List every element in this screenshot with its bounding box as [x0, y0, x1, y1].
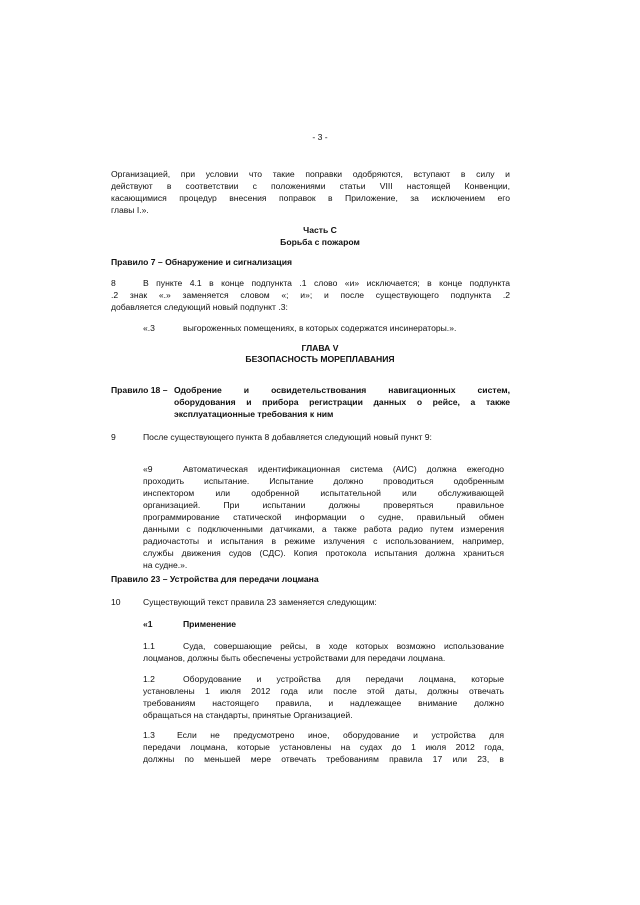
chapter-title: ГЛАВА V — [301, 343, 339, 353]
text-line: инспектором или одобренной испытательной или обслуживающей — [143, 488, 504, 498]
text-line: добавляется следующий новый подпункт .3: — [111, 302, 288, 312]
text-line: Автоматическая идентификационная система (АИС) должна ежегодно — [183, 464, 504, 474]
text-line: лоцманов, должны быть обеспечены устройствами для передачи лоцмана. — [143, 653, 446, 663]
text-line: программирование статической информации о судне, правильный обмен — [143, 512, 504, 522]
item-number: 10 — [111, 597, 121, 607]
paragraph-number: 1.1 — [143, 641, 155, 651]
text-line: В пункте 4.1 в конце подпункта .1 слово «и» исключается; в конце подпункта — [143, 278, 510, 288]
rule-23-heading: Правило 23 – Устройства для передачи лоцмана — [111, 574, 319, 584]
text-line: Если не предусмотрено иное, оборудование и устройства для — [177, 730, 504, 740]
paragraph-number: 1.3 — [143, 730, 155, 740]
section-title: Применение — [183, 619, 237, 629]
chapter-subtitle: БЕЗОПАСНОСТЬ МОРЕПЛАВАНИЯ — [245, 354, 395, 364]
text-line: .2 знак «.» заменяется словом «; и»; и после существующего подпункта .2 — [111, 290, 510, 300]
rule-7-heading: Правило 7 – Обнаружение и сигнализация — [111, 257, 293, 267]
intro-paragraph — [111, 168, 510, 216]
paragraph-1-1 — [143, 640, 504, 664]
paragraph-1-2 — [143, 673, 504, 721]
text-line: оборудования и прибора регистрации данных о рейсе, а также — [174, 397, 510, 407]
text-line: Оборудование и устройства для передачи лоцмана, которые — [183, 674, 504, 684]
rule-7-paragraph — [111, 277, 510, 313]
item-text: Существующий текст правила 23 заменяется следующим: — [143, 597, 377, 607]
item-number: 9 — [111, 432, 116, 442]
paragraph-1-3 — [143, 729, 504, 765]
text-line: касающимися процедур внесения поправок в Приложение, за исключением его — [111, 193, 510, 203]
quote-paragraph — [143, 463, 504, 571]
quote-number: «9 — [143, 464, 153, 474]
part-subtitle: Борьба с пожаром — [280, 237, 360, 247]
item-number: 8 — [111, 278, 116, 288]
rule-18-title — [174, 384, 510, 420]
text-line: организацией. При испытании должны проверяться правильное — [143, 500, 504, 510]
quote-number: «.3 — [143, 323, 155, 333]
rule-18-label: Правило 18 – — [111, 385, 168, 395]
text-line: на судне.». — [143, 560, 188, 570]
quote-text: выгороженных помещениях, в которых содержатся инсинераторы.». — [183, 323, 457, 333]
text-line: Одобрение и освидетельствования навигационных систем, — [174, 385, 510, 395]
text-line: требованиям настоящего правила, и надлежащее внимание должно — [143, 698, 504, 708]
text-line: главы I.». — [111, 205, 149, 215]
text-line: установлены 1 июля 2012 года или после этой даты, должны отвечать — [143, 686, 504, 696]
text-line: действуют в соответствии с положениями статьи VIII настоящей Конвенции, — [111, 181, 510, 191]
item-text: После существующего пункта 8 добавляется следующий новый пункт 9: — [143, 432, 432, 442]
paragraph-number: 1.2 — [143, 674, 155, 684]
text-line: обращаться на стандарты, принятые Организацией. — [143, 710, 353, 720]
page-number: - 3 - — [312, 132, 328, 142]
text-line: службы движения судов (СДС). Копия протокола испытания должна храниться — [143, 548, 504, 558]
text-line: должны по меньшей мере отвечать требованиям правила 17 или 23, в — [143, 754, 504, 764]
text-line: Организацией, при условии что такие поправки одобряются, вступают в силу и — [111, 169, 510, 179]
text-line: передачи лоцмана, которые установлены на судах до 1 июля 2012 года, — [143, 742, 504, 752]
text-line: проходить испытание. Испытание должно проводиться одобренным — [143, 476, 504, 486]
text-line: Суда, совершающие рейсы, в ходе которых возможно использование — [183, 641, 504, 651]
part-title: Часть C — [303, 225, 337, 235]
text-line: данными с подключенными датчиками, а также работа радио путем измерения — [143, 524, 504, 534]
text-line: эксплуатационные требования к ним — [174, 409, 334, 419]
section-number: «1 — [143, 619, 153, 629]
text-line: радиочастоты и испытания в режиме излучения с использованием, например, — [143, 536, 504, 546]
